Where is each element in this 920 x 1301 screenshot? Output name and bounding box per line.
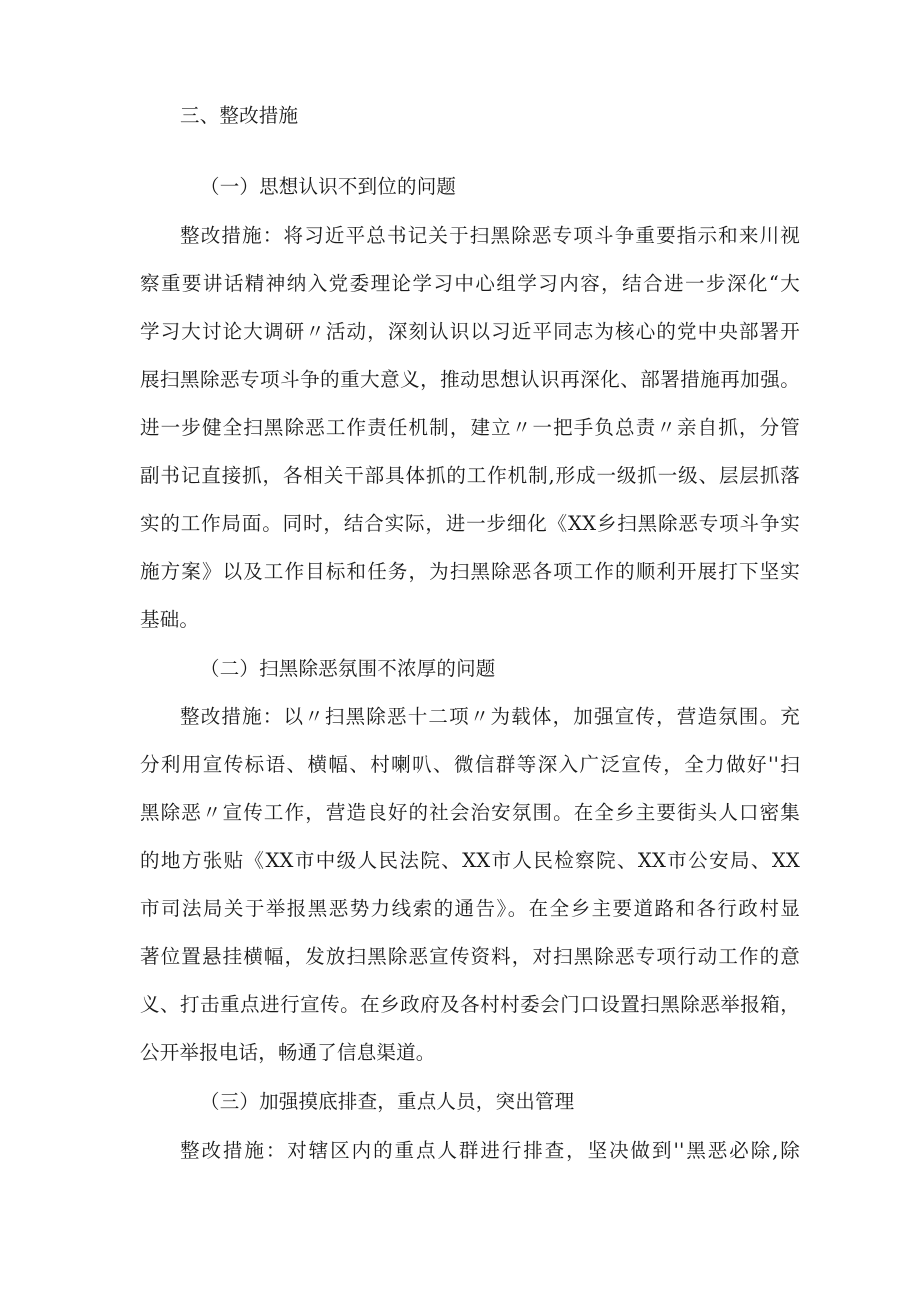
paragraph-1-line: 施方案》以及工作目标和任务，为扫黑除恶各项工作的顺利开展打下坚实 — [140, 560, 800, 583]
paragraph-1-line: 展扫黑除恶专项斗争的重大意义，推动思想认识再深化、部署措施再加强。 — [140, 368, 800, 391]
paragraph-2-line: 著位置悬挂横幅，发放扫黑除恶宣传资料，对扫黑除恶专项行动工作的意 — [140, 945, 800, 968]
paragraph-2-line: 公开举报电话，畅通了信息渠道。 — [140, 1041, 436, 1064]
subheading-3: （三）加强摸底排查，重点人员，突出管理 — [200, 1090, 575, 1113]
paragraph-2-line: 义、打击重点进行宣传。在乡政府及各村村委会门口设置扫黑除恶举报箱， — [140, 993, 800, 1016]
subheading-2: （二）扫黑除恶氛围不浓厚的问题 — [200, 657, 496, 680]
paragraph-1-line: 学习大讨论大调研〃活动，深刻认识以习近平同志为核心的党中央部署开 — [140, 320, 800, 343]
paragraph-2-line: 市司法局关于举报黑恶势力线索的通告》。在全乡主要道路和各行政村显 — [140, 897, 800, 920]
paragraph-3-line: 整改措施：对辖区内的重点人群进行排查，坚决做到''黑恶必除,除 — [180, 1139, 800, 1162]
subheading-1: （一）思想认识不到位的问题 — [200, 175, 457, 198]
paragraph-1-line: 整改措施：将习近平总书记关于扫黑除恶专项斗争重要指示和来川视 — [180, 224, 800, 247]
paragraph-2-line: 的地方张贴《XX市中级人民法院、XX市人民检察院、XX市公安局、XX — [140, 849, 800, 872]
paragraph-1-line: 实的工作局面。同时，结合实际，进一步细化《XX乡扫黑除恶专项斗争实 — [140, 512, 800, 535]
paragraph-1-line: 进一步健全扫黑除恶工作责任机制，建立〃一把手负总责〃亲自抓，分管 — [140, 416, 800, 439]
paragraph-1-line: 察重要讲话精神纳入党委理论学习中心组学习内容，结合进一步深化“大 — [140, 272, 800, 295]
paragraph-2-line: 整改措施：以〃扫黑除恶十二项〃为载体，加强宣传，营造氛围。充 — [180, 705, 800, 728]
paragraph-1-line: 基础。 — [140, 608, 200, 631]
paragraph-1-line: 副书记直接抓，各相关干部具体抓的工作机制,形成一级抓一级、层层抓落 — [140, 464, 800, 487]
section-heading: 三、整改措施 — [180, 104, 299, 127]
paragraph-2-line: 黑除恶〃宣传工作，营造良好的社会治安氛围。在全乡主要街头人口密集 — [140, 801, 800, 824]
paragraph-2-line: 分利用宣传标语、横幅、村喇叭、微信群等深入广泛宣传，全力做好''扫 — [140, 753, 800, 776]
